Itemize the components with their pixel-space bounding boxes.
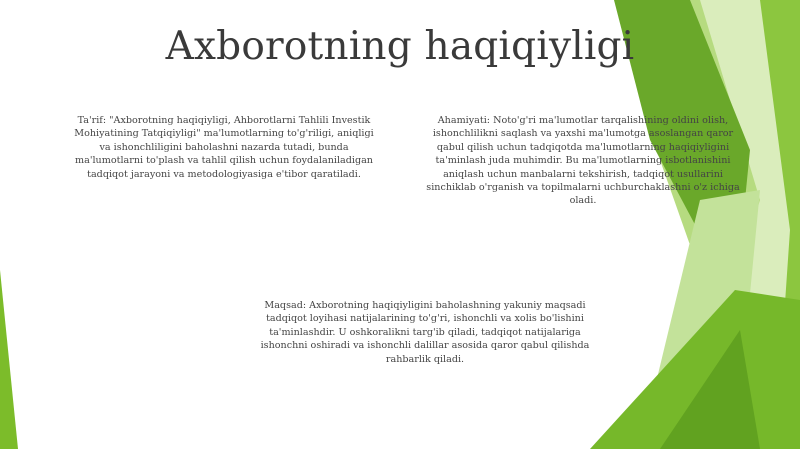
goal-text: Maqsad: Axborotning haqiqiyligini baholashning yakuniy maqsadi tadqiqot loyihasi natijalarining to'g'ri, ishonchli va xolis bo'lishini ta'minlashdir. U oshkoralikni targ'ib qiladi, tadqiqot natijalariga ishonchni oshiradi va ishonchli dalillar asosida qaror qabul qilishda rahbarlik qiladi. (260, 300, 590, 365)
importance-text: Ahamiyati: Noto'g'ri ma'lumotlar tarqalishining oldini olish, ishonchlilikni saqlash va yaxshi ma'lumotga asoslangan qaror qabul qilish uchun tadqiqotda ma'lumotlarning haqiqiyligini ta'minlash juda muhimdir. Bu ma'lumotlarning isbotlanishini aniqlash uchun manbalarni tekshirish, tadqiqot usullarini sinchiklab o'rganish va topilmalarni uchburchaklashni o'z ichiga oladi. (426, 115, 740, 207)
slide-title: Axborotning haqiqiyligi (165, 24, 635, 69)
definition-text: Ta'rif: "Axborotning haqiqiyligi, Ahborotlarni Tahlili Investik Mohiyatining Tatqiqiyligi" ma'lumotlarning to'g'riligi, aniqligi va ishonchliligini baholashni nazarda tutadi, bunda ma'lumotlarni to'plash va tahlil qilish uchun foydalaniladigan tadqiqot jarayoni va metodologiyasiga e'tibor qaratiladi. (74, 115, 374, 180)
facet-left-sliver (0, 270, 18, 449)
